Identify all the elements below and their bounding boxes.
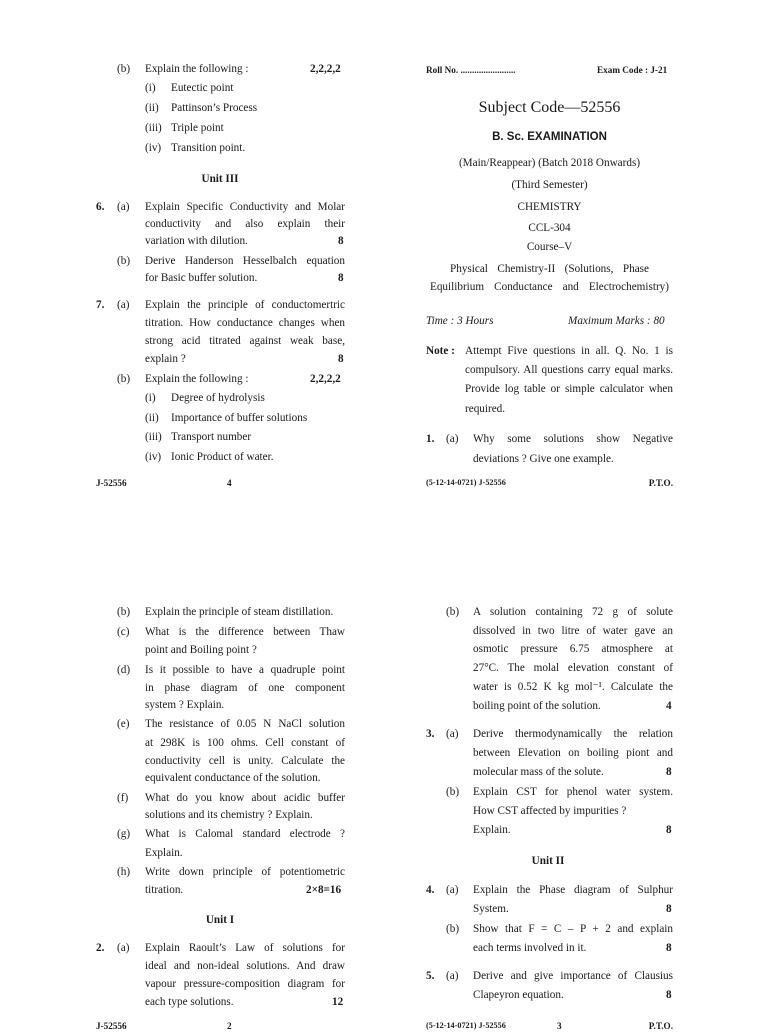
q3a-line: Derive thermodynamically the relation bbox=[473, 728, 673, 740]
subject-code: Subject Code—52556 bbox=[478, 99, 621, 116]
maximum-marks: Maximum Marks : 80 bbox=[568, 315, 665, 327]
q1-marks: 2×8=16 bbox=[306, 884, 342, 896]
note-line: compulsory. All questions carry equal marks. bbox=[465, 364, 673, 376]
q6a-line: Explain Specific Conductivity and Molar bbox=[145, 201, 345, 213]
page-footer-code: J-52556 bbox=[96, 478, 127, 488]
q5b-item-num: (i) bbox=[145, 82, 156, 94]
note-label: Note : bbox=[426, 345, 455, 357]
q2-number: 2. bbox=[96, 942, 105, 954]
q1-sub-line: What is the difference between Thaw bbox=[145, 626, 345, 638]
q2b-line: dissolved in two litre of water gave an bbox=[473, 625, 673, 637]
q6b-line: Derive Handerson Hesselbalch equation bbox=[145, 255, 345, 267]
q3a-line: between Elevation on boiling piont and bbox=[473, 747, 673, 759]
q1-sub-line: at 298K is 100 ohms. Cell constant of bbox=[145, 737, 345, 749]
q2a-marks: 12 bbox=[332, 996, 344, 1008]
page-footer-code: (5-12-14-0721) J-52556 bbox=[426, 1021, 506, 1030]
page-number: 3 bbox=[557, 1021, 562, 1031]
q3b-line: Explain CST for phenol water system. bbox=[473, 786, 673, 798]
q1-sub-line: conductivity cell is unity. Calculate the bbox=[145, 755, 345, 767]
q7a-line: titration. How conductance changes when bbox=[145, 317, 345, 329]
q7b-item-text: Importance of buffer solutions bbox=[171, 412, 308, 424]
q2a-line: each type solutions. bbox=[145, 996, 234, 1008]
q5a-line: Derive and give importance of Clausius bbox=[473, 970, 673, 982]
q5b-item-num: (ii) bbox=[145, 102, 159, 114]
q5b-item-num: (iv) bbox=[145, 142, 162, 154]
q7b-item-text: Ionic Product of water. bbox=[171, 451, 274, 463]
q4a-line: Explain the Phase diagram of Sulphur bbox=[473, 884, 673, 896]
q3-number: 3. bbox=[426, 728, 435, 740]
note-line: required. bbox=[465, 403, 506, 415]
please-turn-over: P.T.O. bbox=[648, 478, 673, 488]
page-footer-code: J-52556 bbox=[96, 1021, 127, 1031]
q2b-line: osmotic pressure 6.75 atmosphere at bbox=[473, 643, 673, 655]
q7b-item-text: Transport number bbox=[171, 431, 252, 443]
note-line: Attempt Five questions in all. Q. No. 1 is bbox=[465, 345, 673, 357]
q5-number: 5. bbox=[426, 970, 435, 982]
q1-sub-line: point and Boiling point ? bbox=[145, 644, 257, 656]
q1-sub-label: (e) bbox=[117, 718, 130, 730]
q1-sub-label: (c) bbox=[117, 626, 130, 638]
q7b-marks: 2,2,2,2 bbox=[310, 373, 341, 385]
q5b-label: (b) bbox=[117, 63, 131, 75]
exam-code: Exam Code : J-21 bbox=[597, 65, 668, 75]
q2a-line: Explain Raoult’s Law of solutions for bbox=[145, 942, 345, 954]
q4a-label: (a) bbox=[446, 884, 459, 896]
q3a-marks: 8 bbox=[666, 766, 672, 778]
q6a-marks: 8 bbox=[338, 235, 344, 247]
q5a-line: Clapeyron equation. bbox=[473, 989, 564, 1001]
q2a-line: vapour pressure-composition diagram for bbox=[145, 978, 345, 990]
q4a-line: System. bbox=[473, 903, 509, 915]
q6b-label: (b) bbox=[117, 255, 131, 267]
q3b-marks: 8 bbox=[666, 824, 672, 836]
q4b-line: each terms involved in it. bbox=[473, 942, 587, 954]
q2b-marks: 4 bbox=[666, 700, 672, 712]
q1a-line: deviations ? Give one example. bbox=[473, 453, 614, 465]
q7b-item-num: (iii) bbox=[145, 431, 162, 443]
q2a-line: ideal and non-ideal solutions. And draw bbox=[145, 960, 345, 972]
q5a-marks: 8 bbox=[666, 989, 672, 1001]
q1-sub-line: titration. bbox=[145, 884, 184, 896]
unit-3-heading: Unit III bbox=[201, 173, 239, 185]
please-turn-over: P.T.O. bbox=[648, 1021, 673, 1031]
roll-number-field: Roll No. ........................ bbox=[426, 65, 516, 75]
q2b-line: 27°C. The molal elevation constant of bbox=[473, 662, 673, 674]
q1-sub-line: Write down principle of potentiometric bbox=[145, 866, 345, 878]
q1-sub-line: Is it possible to have a quadruple point bbox=[145, 664, 345, 676]
time-allowed: Time : 3 Hours bbox=[426, 315, 494, 327]
unit-1-heading: Unit I bbox=[205, 914, 235, 926]
q6-number: 6. bbox=[96, 201, 105, 213]
q2b-line: boiling point of the solution. bbox=[473, 700, 601, 712]
q7b-item-num: (ii) bbox=[145, 412, 159, 424]
q4a-marks: 8 bbox=[666, 903, 672, 915]
q4b-line: Show that F = C – P + 2 and explain bbox=[473, 923, 673, 935]
subject-name: CHEMISTRY bbox=[517, 201, 582, 213]
q4b-marks: 8 bbox=[666, 942, 672, 954]
q2b-line: water is 0.52 K kg mol⁻¹. Calculate the bbox=[473, 681, 673, 693]
semester: (Third Semester) bbox=[511, 179, 588, 191]
paper-title-line: Equilibrium Conductance and Electrochemistry) bbox=[430, 281, 669, 293]
q5b-item-text: Transition point. bbox=[171, 142, 246, 154]
paper-title-line: Physical Chemistry-II (Solutions, Phase bbox=[450, 263, 649, 275]
q5b-item-text: Eutectic point bbox=[171, 82, 234, 94]
q1-sub-label: (g) bbox=[117, 828, 131, 840]
q7b-item-num: (iv) bbox=[145, 451, 162, 463]
q7-number: 7. bbox=[96, 299, 105, 311]
q6a-line: conductivity and also explain their bbox=[145, 218, 345, 230]
q7a-label: (a) bbox=[117, 299, 130, 311]
q1-sub-line: The resistance of 0.05 N NaCl solution bbox=[145, 718, 345, 730]
q1-sub-line: What do you know about acidic buffer bbox=[145, 792, 345, 804]
q7b-label: (b) bbox=[117, 373, 131, 385]
q3a-label: (a) bbox=[446, 728, 459, 740]
exam-title: B. Sc. EXAMINATION bbox=[492, 131, 607, 143]
q1a-line: Why some solutions show Negative bbox=[473, 433, 673, 445]
course-number: Course–V bbox=[526, 241, 573, 253]
q1-sub-label: (f) bbox=[117, 792, 129, 804]
q5b-item-num: (iii) bbox=[145, 122, 162, 134]
q4b-label: (b) bbox=[446, 923, 460, 935]
q4-number: 4. bbox=[426, 884, 435, 896]
q1-sub-line: Explain. bbox=[145, 847, 183, 859]
q3b-line: How CST affected by impurities ? bbox=[473, 805, 627, 817]
q6b-marks: 8 bbox=[338, 272, 344, 284]
q5b-marks: 2,2,2,2 bbox=[310, 63, 341, 75]
q6a-label: (a) bbox=[117, 201, 130, 213]
q2b-label: (b) bbox=[446, 606, 460, 618]
q1-sub-label: (d) bbox=[117, 664, 131, 676]
q7b-item-num: (i) bbox=[145, 392, 156, 404]
q6a-line: variation with dilution. bbox=[145, 235, 248, 247]
batch-info: (Main/Reappear) (Batch 2018 Onwards) bbox=[458, 157, 641, 169]
q1-sub-line: in phase diagram of one component bbox=[145, 682, 345, 694]
q5b-item-text: Triple point bbox=[171, 122, 224, 134]
q6b-line: for Basic buffer solution. bbox=[145, 272, 258, 284]
q2b-line: A solution containing 72 g of solute bbox=[473, 606, 673, 618]
q7b-item-text: Degree of hydrolysis bbox=[171, 392, 265, 404]
q1-sub-line: solutions and its chemistry ? Explain. bbox=[145, 809, 313, 821]
q1a-label: (a) bbox=[446, 433, 459, 445]
note-line: Provide log table or simple calculator when bbox=[465, 383, 673, 395]
page-number: 2 bbox=[227, 1021, 232, 1031]
q5b-item-text: Pattinson’s Process bbox=[171, 102, 258, 114]
q7a-line: explain ? bbox=[145, 353, 186, 365]
q5b-text: Explain the following : bbox=[145, 63, 249, 75]
q1-sub-label: (b) bbox=[117, 606, 131, 618]
q3b-line: Explain. bbox=[473, 824, 511, 836]
q5a-label: (a) bbox=[446, 970, 459, 982]
q1-sub-label: (h) bbox=[117, 866, 131, 878]
q3b-label: (b) bbox=[446, 786, 460, 798]
q1-sub-line: system ? Explain. bbox=[145, 699, 225, 711]
page-footer-code: (5-12-14-0721) J-52556 bbox=[426, 478, 506, 487]
course-code: CCL-304 bbox=[528, 222, 571, 234]
q1-sub-line: What is Calomal standard electrode ? bbox=[145, 828, 345, 840]
q7a-line: strong acid titrated against weak base, bbox=[145, 335, 345, 347]
q7a-marks: 8 bbox=[338, 353, 344, 365]
unit-2-heading: Unit II bbox=[531, 855, 565, 867]
q2a-label: (a) bbox=[117, 942, 130, 954]
page-number: 4 bbox=[227, 478, 232, 488]
q3a-line: molecular mass of the solute. bbox=[473, 766, 604, 778]
q7a-line: Explain the principle of conductomertric bbox=[145, 299, 345, 311]
q1-sub-line: Explain the principle of steam distillation. bbox=[145, 606, 334, 618]
q1-number: 1. bbox=[426, 433, 435, 445]
q1-sub-line: equivalent conductance of the solution. bbox=[145, 772, 321, 784]
q7b-text: Explain the following : bbox=[145, 373, 249, 385]
